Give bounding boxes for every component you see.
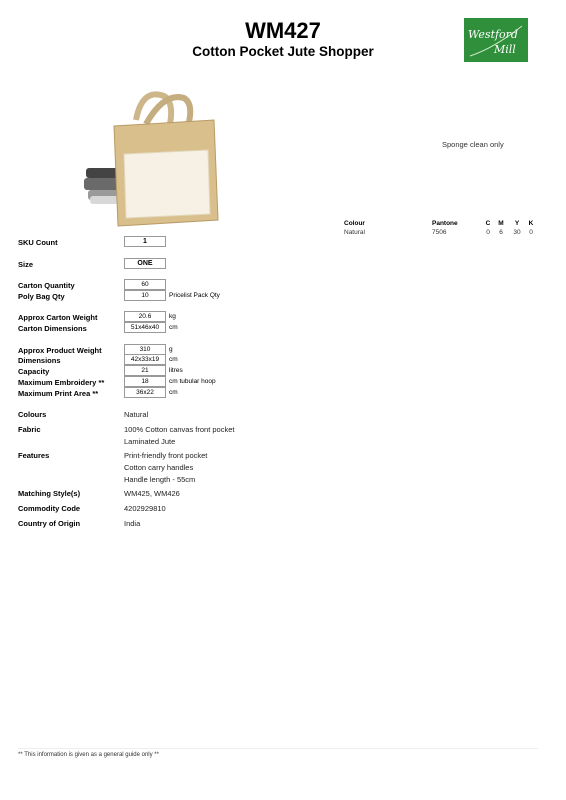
feature-line: Print-friendly front pocket (124, 451, 208, 460)
black-header: K (528, 220, 534, 227)
feature-line: Handle length - 55cm (124, 475, 196, 484)
poly-bag-qty-value: 10 (124, 290, 166, 301)
product-code: WM427 (245, 18, 321, 43)
brand-logo (464, 18, 528, 62)
product-image (84, 90, 224, 230)
max-embroidery-value: 18 (124, 376, 166, 387)
features-label: Features (18, 451, 50, 460)
carton-dimensions-label: Carton Dimensions (18, 324, 87, 333)
fabric-line: 100% Cotton canvas front pocket (124, 425, 235, 434)
magenta-header: M (498, 220, 504, 227)
carton-weight-label: Approx Carton Weight (18, 313, 98, 322)
carton-weight-unit: kg (169, 313, 176, 320)
max-print-area-unit: cm (169, 389, 178, 396)
carton-quantity-label: Carton Quantity (18, 281, 75, 290)
max-print-area-label: Maximum Print Area ** (18, 389, 99, 398)
sku-count-value: 1 (124, 236, 166, 247)
matching-styles-label: Matching Style(s) (18, 489, 81, 498)
footer-divider (18, 748, 538, 749)
sku-count-label: SKU Count (18, 238, 58, 247)
commodity-code-value: 4202929810 (124, 504, 166, 513)
dimensions-label: Dimensions (18, 356, 61, 365)
country-of-origin-label: Country of Origin (18, 519, 81, 528)
colour-table (344, 220, 544, 238)
product-weight-unit: g (169, 346, 173, 353)
colour-header: Colour (344, 220, 365, 227)
size-value: ONE (124, 258, 166, 269)
country-of-origin-value: India (124, 519, 141, 528)
colour-table-header (344, 220, 544, 229)
max-embroidery-unit: cm tubular hoop (169, 378, 216, 385)
dimensions-unit: cm (169, 356, 178, 363)
carton-quantity-value: 60 (124, 279, 166, 290)
max-print-area-value: 36x22 (124, 387, 166, 398)
pantone-header: Pantone (432, 220, 458, 227)
care-instructions: Sponge clean only (442, 140, 504, 149)
capacity-value: 21 (124, 365, 166, 376)
feature-line: Cotton carry handles (124, 463, 194, 472)
cyan-value: 0 (486, 229, 490, 236)
product-title: Cotton Pocket Jute Shopper (192, 44, 374, 59)
carton-dimensions-value: 51x46x40 (124, 322, 166, 333)
logo-line-1: Westford (468, 28, 518, 41)
poly-bag-qty-unit: Pricelist Pack Qty (169, 292, 220, 299)
dimensions-value: 42x33x19 (124, 354, 166, 365)
pantone-value: 7506 (432, 229, 447, 236)
carton-weight-value: 20.6 (124, 311, 166, 322)
capacity-label: Capacity (18, 367, 50, 376)
size-label: Size (18, 260, 34, 269)
colours-value: Natural (124, 410, 149, 419)
poly-bag-qty-label: Poly Bag Qty (18, 292, 65, 301)
magenta-value: 6 (499, 229, 503, 236)
carton-dimensions-unit: cm (169, 324, 178, 331)
capacity-unit: litres (169, 367, 183, 374)
colour-name: Natural (344, 229, 365, 236)
colours-label: Colours (18, 410, 47, 419)
fabric-label: Fabric (18, 425, 41, 434)
yellow-header: Y (514, 220, 520, 227)
fabric-line: Laminated Jute (124, 437, 176, 446)
matching-styles-value: WM425, WM426 (124, 489, 180, 498)
yellow-value: 30 (513, 229, 521, 236)
footnote: ** This information is given as a general guide only ** (18, 752, 159, 758)
black-value: 0 (529, 229, 533, 236)
product-weight-value: 310 (124, 344, 166, 355)
commodity-code-label: Commodity Code (18, 504, 81, 513)
logo-line-2: Mill (494, 43, 516, 56)
cyan-header: C (485, 220, 491, 227)
max-embroidery-label: Maximum Embroidery ** (18, 378, 105, 387)
table-row (344, 229, 544, 238)
product-weight-label: Approx Product Weight (18, 346, 102, 355)
